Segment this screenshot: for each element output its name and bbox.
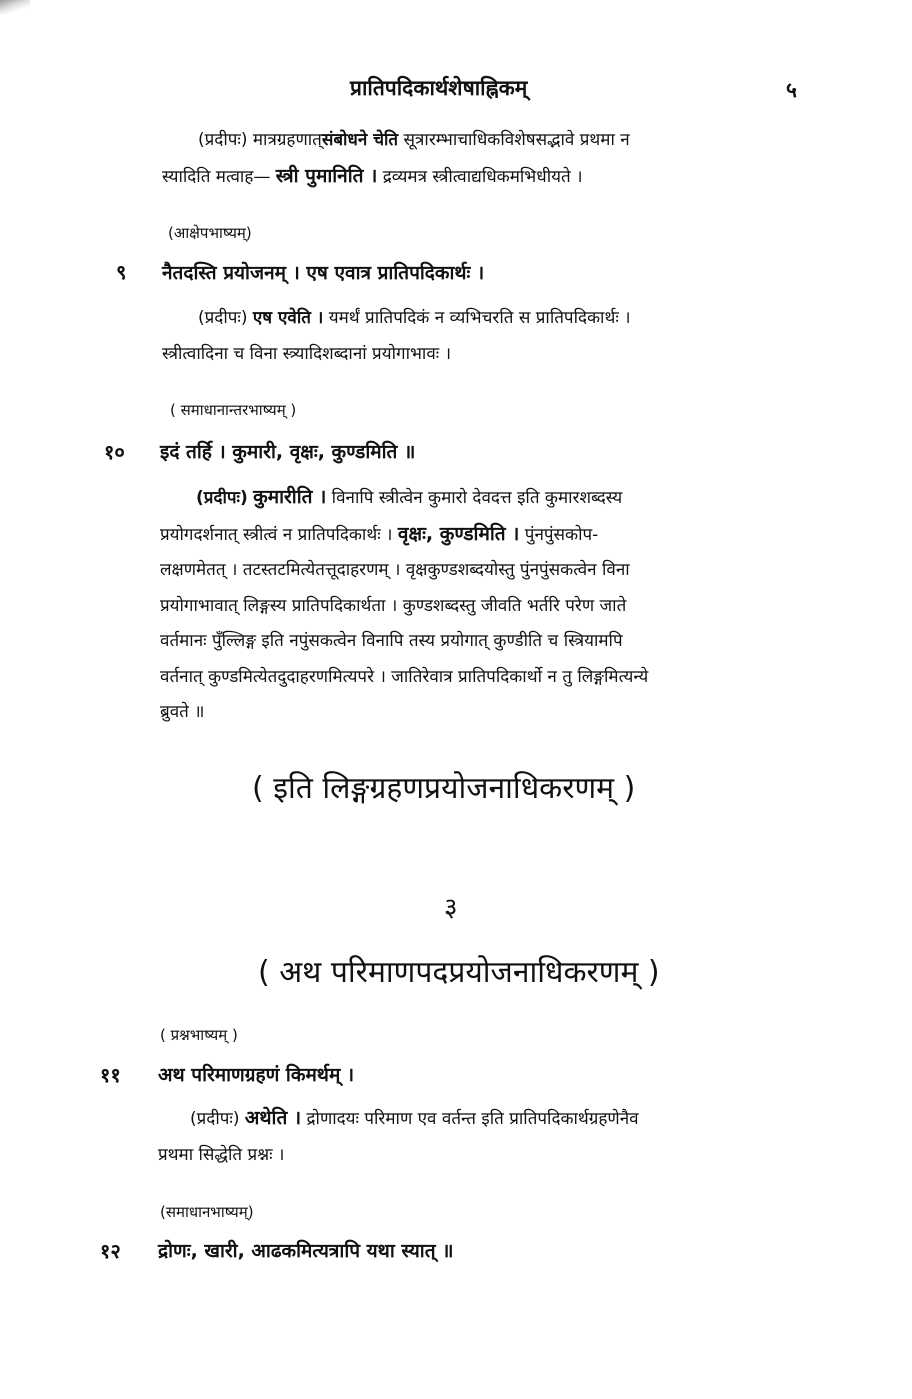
quoted-term: वृक्षः, कुण्डमिति ।	[397, 522, 520, 545]
section-label: ( प्रश्नभाष्यम् )	[160, 1026, 238, 1044]
text: विनापि स्त्रीत्वेन कुमारो देवदत्त इति कुमारशब्दस्य	[326, 488, 623, 508]
commentary-line: वर्तनात् कुण्डमित्येतदुदाहरणमित्यपरे । जातिरेवात्र प्रातिपदिकार्थो न तु लिङ्गमित्यन्ये	[160, 666, 649, 687]
bhashya-sutra: इदं तर्हि । कुमारी, वृक्षः, कुण्डमिति ॥	[160, 441, 416, 463]
adhikarana-number: ३	[444, 893, 458, 923]
bhashya-sutra: अथ परिमाणग्रहणं किमर्थम् ।	[158, 1064, 355, 1086]
text: प्रयोगदर्शनात् स्त्रीत्वं न प्रातिपदिकार्थः ।	[160, 524, 398, 545]
commentary-line	[162, 123, 810, 159]
bhashya-sutra: द्रोणः, खारी, आढकमित्यत्रापि यथा स्यात् ॥	[158, 1240, 454, 1262]
commentary-block-9	[162, 301, 810, 372]
commentary-line	[162, 159, 810, 196]
scan-corner-artifact	[0, 0, 30, 14]
commentary-line: ब्रुवते ॥	[160, 702, 205, 722]
commentary-line	[162, 301, 810, 337]
bhashya-sutra: नैतदस्ति प्रयोजनम् । एष एवात्र प्रातिपदिकार्थः ।	[162, 262, 485, 284]
running-header-title: प्रातिपदिकार्थशेषाह्निकम्	[350, 76, 528, 100]
pradipa-label: (प्रदीपः)	[198, 308, 248, 328]
pradipa-label: (प्रदीपः)	[190, 1109, 240, 1129]
quoted-term: कुमारीति ।	[253, 486, 327, 508]
quoted-term: संबोधने चेति	[321, 130, 399, 150]
section-label: (आक्षेपभाष्यम्)	[168, 224, 252, 242]
adhikarana-start-heading: ( अथ परिमाणपदप्रयोजनाधिकरणम् )	[258, 955, 660, 990]
commentary-line	[158, 1101, 810, 1138]
pradipa-label: (प्रदीपः)	[198, 130, 248, 150]
commentary-line	[160, 517, 810, 554]
quoted-term: एष एवेति ।	[252, 308, 324, 328]
section-label: (समाधानभाष्यम्)	[160, 1203, 254, 1221]
quoted-term: अथेति ।	[244, 1107, 302, 1129]
commentary-line: लक्षणमेतत् । तटस्तटमित्येतत्तूदाहरणम् । वृक्षकुण्डशब्दयोस्तु पुंनपुंसकत्वेन विना	[160, 560, 630, 580]
text: यमर्थं प्रातिपदिकं न व्यभिचरति स प्रातिपदिकार्थः ।	[323, 308, 631, 328]
section-number: १२	[100, 1239, 121, 1263]
quoted-term: स्त्री पुमानिति ।	[275, 164, 378, 187]
section-number: ९	[116, 260, 127, 284]
text: स्यादिति मत्वाह—	[162, 166, 276, 187]
text: द्रोणादयः परिमाण एव वर्तन्त इति प्रातिपदिकार्थग्रहणेनैव	[301, 1109, 639, 1129]
commentary-block-0	[162, 123, 810, 195]
commentary-block-10	[160, 480, 810, 731]
commentary-line: प्रथमा सिद्धेति प्रश्नः ।	[158, 1144, 285, 1165]
section-number: ११	[100, 1063, 121, 1087]
pradipa-label: (प्रदीपः)	[196, 488, 248, 508]
text: मात्रग्रहणात्	[247, 130, 322, 150]
text: पुंनपुंसकोप-	[519, 524, 599, 545]
adhikarana-end-heading: ( इति लिङ्गग्रहणप्रयोजनाधिकरणम् )	[252, 771, 636, 806]
page-number: ५	[786, 78, 797, 102]
text: द्रव्यमत्र स्त्रीत्वाद्यधिकमभिधीयते ।	[377, 166, 583, 187]
section-number: १०	[104, 440, 125, 464]
commentary-block-11	[158, 1101, 810, 1173]
commentary-line: प्रयोगाभावात् लिङ्गस्य प्रातिपदिकार्थता । कुण्डशब्दस्तु जीवति भर्तरि परेण जाते	[160, 595, 627, 616]
commentary-line: स्त्रीत्वादिना च विना स्त्र्यादिशब्दानां प्रयोगाभावः ।	[162, 343, 452, 364]
text: सूत्रारम्भाचाधिकविशेषसद्भावे प्रथमा न	[398, 130, 630, 150]
section-label: ( समाधानान्तरभाष्यम् )	[170, 401, 297, 419]
commentary-line	[160, 480, 810, 517]
commentary-line: वर्तमानः पुँल्लिङ्ग इति नपुंसकत्वेन विनापि तस्य प्रयोगात् कुण्डीति च स्त्रियामपि	[160, 631, 623, 651]
